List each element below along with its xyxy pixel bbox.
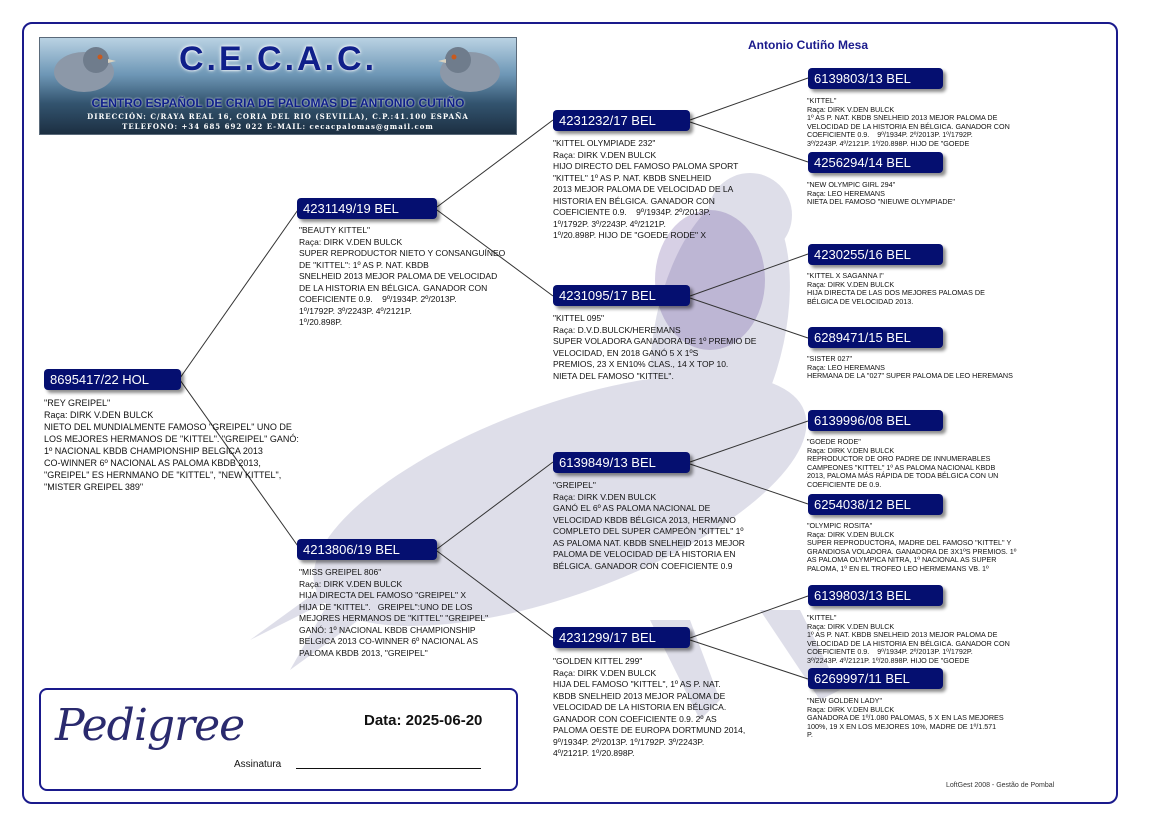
ring-box-dds[interactable]: 6139803/13 BEL	[808, 585, 943, 606]
desc-ssd: "NEW OLYMPIC GIRL 294" Raça: LEO HEREMANS NIETA DEL FAMOSO "NIEUWE OLYMPIADE"	[807, 180, 955, 207]
software-credit: LoftGest 2008 - Gestão de Pombal	[946, 782, 1055, 789]
ring-box-subject[interactable]: 8695417/22 HOL	[44, 369, 181, 390]
ring-box-sd[interactable]: 4231095/17 BEL	[553, 285, 690, 306]
desc-sd: "KITTEL 095" Raça: D.V.D.BULCK/HEREMANS SUPER VOLADORA GANADORA DE 1º PREMIO DE VELOCIDAD, EN 2018 GANÓ 5 X 1ºS PREMIOS, 23 X EN10% CLAS., 14 X TOP 10. NIETA DEL FAMOSO "KITTEL".	[553, 313, 757, 381]
ring-box-dam[interactable]: 4213806/19 BEL	[297, 539, 437, 560]
desc-ds: "GREIPEL" Raça: DIRK V.DEN BULCK GANÓ EL 6º AS PALOMA NACIONAL DE VELOCIDAD KBDB BÉLGICA 2013, HERMANO COMPLETO DEL SUPER CAMPEÓN "KITTEL" 1º AS PALOMA NAT. KBDB SNELHEID 2013 MEJOR PALOMA DE VELOCIDAD DE LA HISTORIA EN BÉLGICA. GANADOR CON COEFICIENTE 0.9	[553, 480, 745, 571]
connector-dam-ds	[437, 462, 553, 549]
ring-box-sss[interactable]: 6139803/13 BEL	[808, 68, 943, 89]
desc-dd: "GOLDEN KITTEL 299" Raça: DIRK V.DEN BULCK HIJA DEL FAMOSO "KITTEL", 1º AS P. NAT. KBDB SNELHEID 2013 MEJOR PALOMA DE VELOCIDAD DE LA HISTORIA EN BÉLGICA. GANADOR CON COEFICIENTE 0.9. 2º AS PALOMA OESTE DE EUROPA DORTMUND 2014, 9º/1934P. 2º/2013P. 1º/1792P. 3º/2243P. 4º/2121P. 1º/20.898P.	[553, 656, 746, 758]
connector-sd-sds	[690, 254, 808, 296]
owner-name: Antonio Cutiño Mesa	[748, 38, 868, 52]
connector-ds-dss	[690, 421, 808, 462]
banner-title: C.E.C.A.C.	[178, 40, 378, 78]
date-label: Data: 2025-06-20	[364, 712, 483, 729]
desc-subject: "REY GREIPEL" Raça: DIRK V.DEN BULCK NIETO DEL MUNDIALMENTE FAMOSO "GREIPEL" UNO DE LOS MEJORES HERMANOS DE "KITTEL". "GREIPEL" GANÓ: 1º NACIONAL KBDB CHAMPIONSHIP BELGICA 2013 CO-WINNER 6º NACIONAL AS PALOMA KBDB 2013, "GREIPEL" ES HERNMANO DE "KITTEL", "NEW KITTEL", "MISTER GREIPEL 389"	[44, 398, 299, 492]
desc-ss: "KITTEL OLYMPIADE 232" Raça: DIRK V.DEN BULCK HIJO DIRECTO DEL FAMOSO PALOMA SPORT "KITTEL" 1º AS P. NAT. KBDB SNELHEID 2013 MEJOR PALOMA DE VELOCIDAD DE LA HISTORIA EN BÉLGICA. GANADOR CON COEFICIENTE 0.9. 9º/1934P. 2º/2013P. 1º/1792P. 3º/2243P. 4º/2121P. 1º/20.898P. HIJO DE "GOEDE RODE" X	[553, 138, 739, 240]
desc-dds: "KITTEL" Raça: DIRK V.DEN BULCK 1º AS P. NAT. KBDB SNELHEID 2013 MEJOR PALOMA DE VELOCIDAD DE LA HISTORIA EN BÉLGICA. GANADOR CON COEFICIENTE 0.9. 9º/1934P. 2º/2013P. 1º/1792P. 3º/2243P. 4º/2121P. 1º/20.898P. HIJO DE "GOEDE	[807, 613, 1010, 665]
desc-sss: "KITTEL" Raça: DIRK V.DEN BULCK 1º AS P. NAT. KBDB SNELHEID 2013 MEJOR PALOMA DE VELOCIDAD DE LA HISTORIA EN BÉLGICA. GANADOR CON COEFICIENTE 0.9. 9º/1934P. 2º/2013P. 1º/1792P. 3º/2243P. 4º/2121P. 1º/20.898P. HIJO DE "GOEDE	[807, 96, 1010, 148]
ring-box-ddd[interactable]: 6269997/11 BEL	[808, 668, 943, 689]
banner-subtitle: CENTRO ESPAÑOL DE CRIA DE PALOMAS DE ANTONIO CUTIÑO	[91, 96, 465, 110]
banner-address-block	[40, 112, 516, 132]
ring-box-sire[interactable]: 4231149/19 BEL	[297, 198, 437, 219]
desc-sdd: "SISTER 027" Raça: LEO HEREMANS HERMANA DE LA "027" SUPER PALOMA DE LEO HEREMANS	[807, 354, 1013, 381]
desc-sire: "BEAUTY KITTEL" Raça: DIRK V.DEN BULCK SUPER REPRODUCTOR NIETO Y CONSANGUÍNEO DE "KITTEL": 1º AS P. NAT. KBDB SNELHEID 2013 MEJOR PALOMA DE VELOCIDAD DE LA HISTORIA EN BÉLGICA. GANADOR CON COEFICIENTE 0.9. 9º/1934P. 2º/2013P. 1º/1792P. 3º/2243P. 4º/2121P. 1º/20.898P.	[299, 225, 506, 327]
desc-dsd: "OLYMPIC ROSITA" Raça: DIRK V.DEN BULCK SUPER REPRODUCTORA, MADRE DEL FAMOSO "KITTEL" Y GRANDIOSA VOLADORA. GANADORA DE 3X1ºS PREMIOS. 1º AS PALOMA OLYMPICA NITRA, 1º NACIONAL AS SUPER PALOMA, 1º EN EL TROFEO LEO HERMEMANS VB. 1º	[807, 521, 1017, 573]
connector-dd-dds	[690, 596, 808, 638]
ring-box-sds[interactable]: 4230255/16 BEL	[808, 244, 943, 265]
ring-box-dd[interactable]: 4231299/17 BEL	[553, 627, 690, 648]
desc-ddd: "NEW GOLDEN LADY" Raça: DIRK V.DEN BULCK GANADORA DE 1º/1.080 PALOMAS, 5 X EN LAS MEJORES 100%, 19 X EN LOS MEJORES 10%, MADRE DE 1º/1.571 P.	[807, 696, 1004, 740]
banner-address: DIRECCIÓN: C/RAYA REAL 16, CORIA DEL RIO (SEVILLA), C.P.:41.100 ESPAÑA	[87, 112, 469, 121]
connector-subject-sire	[180, 207, 300, 378]
desc-dam: "MISS GREIPEL 806" Raça: DIRK V.DEN BULCK HIJA DIRECTA DEL FAMOSO "GREIPEL" X HIJA DE "KITTEL". GREIPEL":UNO DE LOS MEJORES HERMANOS DE "KITTEL" "GREIPEL" GANÓ: 1º NACIONAL KBDB CHAMPIONSHIP BELGICA 2013 CO-WINNER 6º NACIONAL AS PALOMA KBDB 2013, "GREIPEL"	[299, 567, 489, 658]
desc-sds: "KITTEL X SAGANNA I" Raça: DIRK V.DEN BULCK HIJA DIRECTA DE LAS DOS MEJORES PALOMAS DE BÉLGICA DE VELOCIDAD 2013.	[807, 271, 985, 306]
signature-label: Assinatura	[234, 759, 282, 770]
banner-contact: TELEFONO: +34 685 692 022 E-MAIL: cecacpalomas@gmail.com	[122, 122, 434, 131]
pedigree-script-title: Pedigree	[55, 700, 245, 751]
cecac-banner-logo	[39, 37, 517, 135]
ring-box-ds[interactable]: 6139849/13 BEL	[553, 452, 690, 473]
connector-ss-sss	[690, 78, 808, 120]
ring-box-ssd[interactable]: 4256294/14 BEL	[808, 152, 943, 173]
ring-box-dss[interactable]: 6139996/08 BEL	[808, 410, 943, 431]
ring-box-sdd[interactable]: 6289471/15 BEL	[808, 327, 943, 348]
signature-line[interactable]	[296, 768, 481, 769]
ring-box-ss[interactable]: 4231232/17 BEL	[553, 110, 690, 131]
ring-box-dsd[interactable]: 6254038/12 BEL	[808, 494, 943, 515]
desc-dss: "GOEDE RODE" Raça: DIRK V.DEN BULCK REPRODUCTOR DE ORO PADRE DE INNUMERABLES CAMPEONES "KITTEL" 1º AS PALOMA NACIONAL KBDB 2013, PALOMA MÁS RÁPIDA DE TODA BÉLGICA CON UN COEFICIENTE DE 0.9.	[807, 437, 999, 489]
